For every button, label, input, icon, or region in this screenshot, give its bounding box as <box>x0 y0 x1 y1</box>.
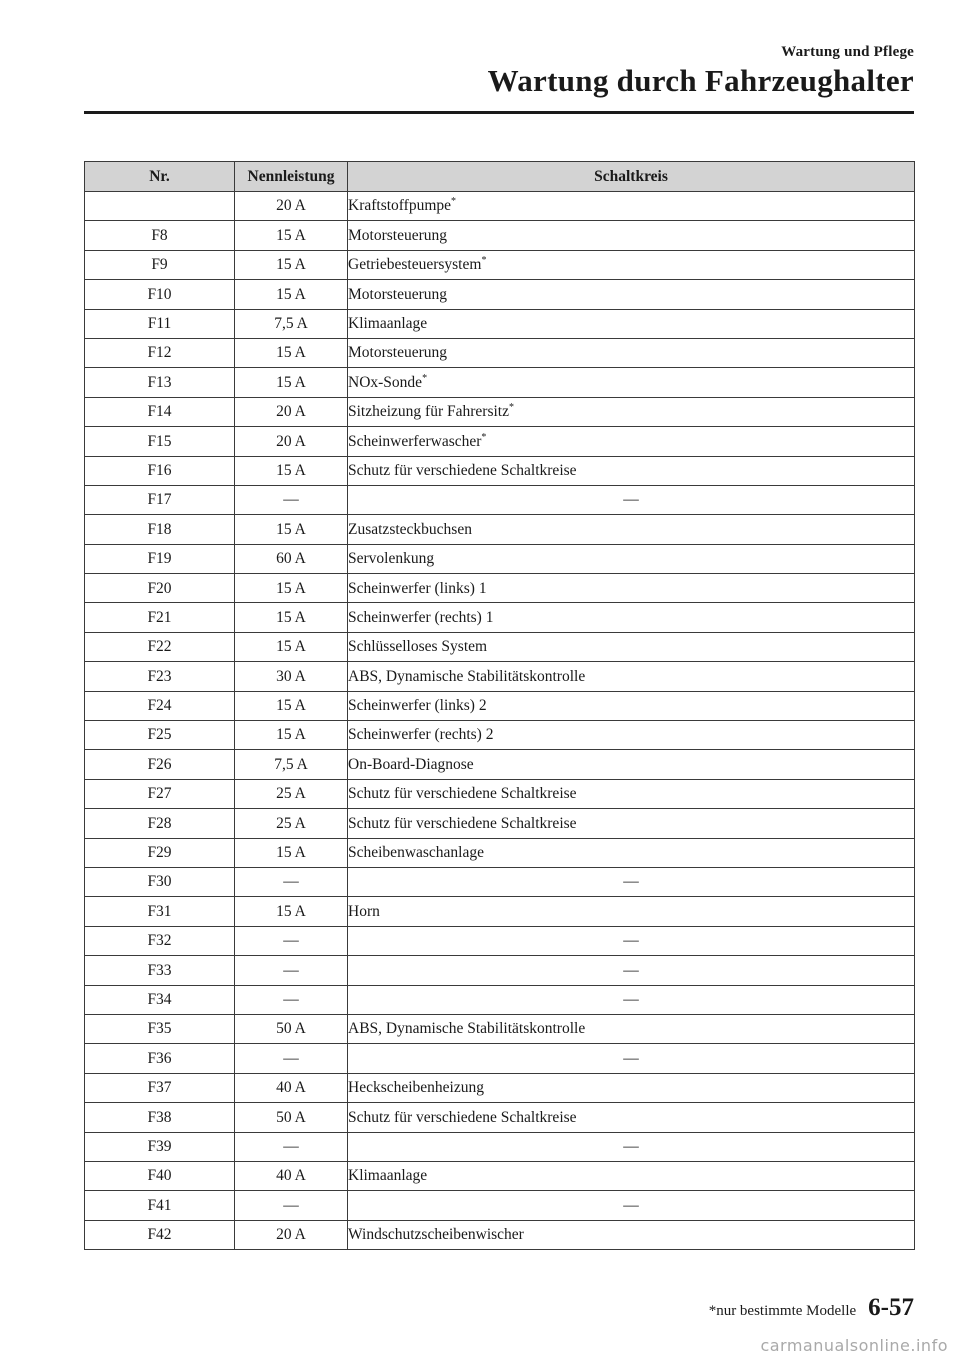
page-number: 6-57 <box>868 1294 914 1321</box>
circuit-label: ― <box>623 873 639 891</box>
fuse-rating: 15 A <box>235 691 348 720</box>
table-row <box>85 250 915 279</box>
circuit-label: ― <box>623 1049 639 1067</box>
circuit-label: Motorsteuerung <box>348 285 448 303</box>
fuse-rating: 15 A <box>235 338 348 367</box>
fuse-number: F25 <box>85 721 235 750</box>
table-row <box>85 397 915 426</box>
header-rule <box>84 111 914 114</box>
fuse-rating: 60 A <box>235 544 348 573</box>
circuit-label: Horn <box>348 902 380 920</box>
fuse-number: F42 <box>85 1220 235 1249</box>
fuse-number: F16 <box>85 456 235 485</box>
fuse-number: F31 <box>85 897 235 926</box>
circuit-label: Klimaanlage <box>348 315 428 332</box>
model-specific-marker: * <box>451 196 457 208</box>
circuit-label: Schutz für verschiedene Schaltkreise <box>348 1108 577 1126</box>
fuse-rating: 15 A <box>235 280 348 309</box>
fuse-circuit <box>348 721 915 750</box>
fuse-number: F36 <box>85 1044 235 1073</box>
table-row <box>85 956 915 985</box>
table-header-row <box>85 162 915 192</box>
fuse-number: F24 <box>85 691 235 720</box>
fuse-number: F15 <box>85 427 235 456</box>
fuse-circuit <box>348 485 915 514</box>
fuse-circuit <box>348 427 915 456</box>
fuse-rating: 20 A <box>235 427 348 456</box>
table-row <box>85 691 915 720</box>
fuse-number: F30 <box>85 867 235 896</box>
table-row <box>85 750 915 779</box>
fuse-rating: ― <box>235 1191 348 1220</box>
fuse-number: F39 <box>85 1132 235 1161</box>
fuse-number: F20 <box>85 574 235 603</box>
table-row <box>85 192 915 221</box>
fuse-rating: 25 A <box>235 779 348 808</box>
fuse-number: F9 <box>85 250 235 279</box>
fuse-circuit <box>348 926 915 955</box>
fuse-circuit <box>348 250 915 279</box>
fuse-number: F34 <box>85 985 235 1014</box>
fuse-circuit <box>348 338 915 367</box>
fuse-rating: 15 A <box>235 368 348 397</box>
circuit-label: Scheinwerfer (rechts) 2 <box>348 726 494 744</box>
circuit-label: ABS, Dynamische Stabilitätskontrolle <box>348 667 586 685</box>
column-header-circuit: Schaltkreis <box>348 162 915 192</box>
table-row <box>85 515 915 544</box>
circuit-label: Schutz für verschiedene Schaltkreise <box>348 785 577 803</box>
fuse-circuit <box>348 515 915 544</box>
table-row <box>85 603 915 632</box>
fuse-circuit <box>348 1103 915 1132</box>
table-row <box>85 721 915 750</box>
fuse-rating: 15 A <box>235 515 348 544</box>
fuse-circuit <box>348 397 915 426</box>
column-header-rating: Nennleistung <box>235 162 348 192</box>
circuit-label: Schutz für verschiedene Schaltkreise <box>348 814 577 832</box>
fuse-rating: ― <box>235 956 348 985</box>
circuit-label: Heckscheibenheizung <box>348 1079 484 1097</box>
table-row <box>85 1103 915 1132</box>
circuit-label: Kraftstoffpumpe <box>348 197 452 215</box>
table-row <box>85 1073 915 1102</box>
fuse-rating: 7,5 A <box>235 309 348 338</box>
fuse-number: F17 <box>85 485 235 514</box>
fuse-number: F37 <box>85 1073 235 1102</box>
fuse-rating: 15 A <box>235 603 348 632</box>
fuse-circuit <box>348 662 915 691</box>
circuit-label: ― <box>623 961 639 979</box>
circuit-label: ― <box>623 1196 639 1214</box>
circuit-label: Servolenkung <box>348 550 435 568</box>
fuse-rating: 7,5 A <box>235 750 348 779</box>
fuse-number: F33 <box>85 956 235 985</box>
fuse-number: F40 <box>85 1161 235 1190</box>
fuse-rating: 15 A <box>235 574 348 603</box>
fuse-number: F41 <box>85 1191 235 1220</box>
circuit-label: Sitzheizung für Fahrersitz <box>348 403 509 421</box>
table-row <box>85 809 915 838</box>
fuse-number: F38 <box>85 1103 235 1132</box>
section-label: Wartung und Pflege <box>781 44 914 60</box>
fuse-rating: 25 A <box>235 809 348 838</box>
circuit-label: Motorsteuerung <box>348 226 448 244</box>
table-row <box>85 1191 915 1220</box>
fuse-rating: ― <box>235 867 348 896</box>
circuit-label: ― <box>623 990 639 1008</box>
fuse-number: F21 <box>85 603 235 632</box>
fuse-circuit <box>348 867 915 896</box>
table-row <box>85 926 915 955</box>
fuse-number: F13 <box>85 368 235 397</box>
fuse-table <box>84 161 915 1250</box>
fuse-number: F10 <box>85 280 235 309</box>
fuse-circuit <box>348 544 915 573</box>
circuit-label: Schlüsselloses System <box>348 638 488 656</box>
fuse-rating: ― <box>235 1132 348 1161</box>
circuit-label: Scheinwerferwascher <box>348 432 482 450</box>
table-row <box>85 662 915 691</box>
table-row <box>85 1220 915 1249</box>
table-row <box>85 338 915 367</box>
circuit-label: Motorsteuerung <box>348 344 448 362</box>
fuse-circuit <box>348 1191 915 1220</box>
circuit-label: Schutz für verschiedene Schaltkreise <box>348 461 577 479</box>
fuse-circuit <box>348 779 915 808</box>
table-row <box>85 309 915 338</box>
fuse-rating: ― <box>235 1044 348 1073</box>
fuse-rating: 15 A <box>235 721 348 750</box>
table-row <box>85 779 915 808</box>
fuse-number: F27 <box>85 779 235 808</box>
fuse-number: F23 <box>85 662 235 691</box>
table-row <box>85 544 915 573</box>
fuse-number: F35 <box>85 1014 235 1043</box>
table-row <box>85 867 915 896</box>
table-row <box>85 574 915 603</box>
model-specific-marker: * <box>422 372 428 384</box>
fuse-number: F32 <box>85 926 235 955</box>
circuit-label: ABS, Dynamische Stabilitätskontrolle <box>348 1020 586 1038</box>
table-row <box>85 221 915 250</box>
fuse-rating: ― <box>235 485 348 514</box>
fuse-number: F18 <box>85 515 235 544</box>
fuse-circuit <box>348 691 915 720</box>
fuse-circuit <box>348 368 915 397</box>
table-row <box>85 485 915 514</box>
fuse-rating: 40 A <box>235 1161 348 1190</box>
fuse-number: F29 <box>85 838 235 867</box>
fuse-circuit <box>348 838 915 867</box>
column-header-nr: Nr. <box>85 162 235 192</box>
fuse-rating: 50 A <box>235 1014 348 1043</box>
fuse-circuit <box>348 1044 915 1073</box>
fuse-rating: 15 A <box>235 838 348 867</box>
fuse-rating: 40 A <box>235 1073 348 1102</box>
fuse-circuit <box>348 1132 915 1161</box>
fuse-circuit <box>348 632 915 661</box>
model-specific-marker: * <box>481 431 487 443</box>
circuit-label: Scheinwerfer (links) 2 <box>348 697 487 715</box>
fuse-rating: ― <box>235 985 348 1014</box>
fuse-rating: 30 A <box>235 662 348 691</box>
fuse-circuit <box>348 985 915 1014</box>
fuse-rating: 15 A <box>235 221 348 250</box>
fuse-circuit <box>348 897 915 926</box>
fuse-number: F11 <box>85 309 235 338</box>
circuit-label: Scheinwerfer (links) 1 <box>348 579 487 597</box>
fuse-number: F26 <box>85 750 235 779</box>
fuse-number: F8 <box>85 221 235 250</box>
table-row <box>85 1132 915 1161</box>
fuse-number: F28 <box>85 809 235 838</box>
watermark: carmanualsonline.info <box>760 1336 948 1355</box>
circuit-label: ― <box>623 1137 639 1155</box>
circuit-label: On-Board-Diagnose <box>348 755 474 773</box>
fuse-circuit <box>348 809 915 838</box>
circuit-label: ― <box>623 491 639 509</box>
model-specific-marker: * <box>481 255 487 267</box>
fuse-rating: ― <box>235 926 348 955</box>
fuse-circuit <box>348 280 915 309</box>
circuit-label: Zusatzsteckbuchsen <box>348 520 472 538</box>
fuse-circuit <box>348 603 915 632</box>
circuit-label: Getriebesteuersystem <box>348 256 482 274</box>
table-row <box>85 368 915 397</box>
fuse-rating: 20 A <box>235 397 348 426</box>
table-row <box>85 1044 915 1073</box>
footnote: *nur bestimmte Modelle <box>708 1303 857 1319</box>
circuit-label: Scheibenwaschanlage <box>348 844 484 862</box>
fuse-number: F14 <box>85 397 235 426</box>
circuit-label: Klimaanlage <box>348 1167 428 1185</box>
table-row <box>85 1014 915 1043</box>
fuse-number <box>85 192 235 221</box>
fuse-rating: 50 A <box>235 1103 348 1132</box>
fuse-circuit <box>348 750 915 779</box>
fuse-rating: 15 A <box>235 250 348 279</box>
circuit-label: Windschutzscheibenwischer <box>348 1226 524 1244</box>
fuse-rating: 20 A <box>235 192 348 221</box>
fuse-rating: 15 A <box>235 897 348 926</box>
fuse-rating: 20 A <box>235 1220 348 1249</box>
fuse-circuit <box>348 1161 915 1190</box>
fuse-circuit <box>348 221 915 250</box>
table-row <box>85 280 915 309</box>
fuse-circuit <box>348 1014 915 1043</box>
table-row <box>85 897 915 926</box>
page-header <box>488 44 914 99</box>
fuse-circuit <box>348 574 915 603</box>
fuse-rating: 15 A <box>235 632 348 661</box>
fuse-circuit <box>348 1073 915 1102</box>
circuit-label: Scheinwerfer (rechts) 1 <box>348 608 494 626</box>
fuse-number: F22 <box>85 632 235 661</box>
table-row <box>85 838 915 867</box>
fuse-circuit <box>348 956 915 985</box>
table-row <box>85 1161 915 1190</box>
page-title: Wartung durch Fahrzeughalter <box>487 63 914 98</box>
table-row <box>85 456 915 485</box>
fuse-circuit <box>348 192 915 221</box>
model-specific-marker: * <box>508 402 514 414</box>
fuse-number: F19 <box>85 544 235 573</box>
circuit-label: ― <box>623 932 639 950</box>
table-row <box>85 427 915 456</box>
fuse-circuit <box>348 309 915 338</box>
table-row <box>85 985 915 1014</box>
fuse-rating: 15 A <box>235 456 348 485</box>
fuse-circuit <box>348 456 915 485</box>
table-row <box>85 632 915 661</box>
page-footer <box>709 1294 914 1322</box>
fuse-circuit <box>348 1220 915 1249</box>
circuit-label: NOx-Sonde <box>348 373 423 391</box>
fuse-number: F12 <box>85 338 235 367</box>
fuse-table-body <box>85 192 915 1250</box>
